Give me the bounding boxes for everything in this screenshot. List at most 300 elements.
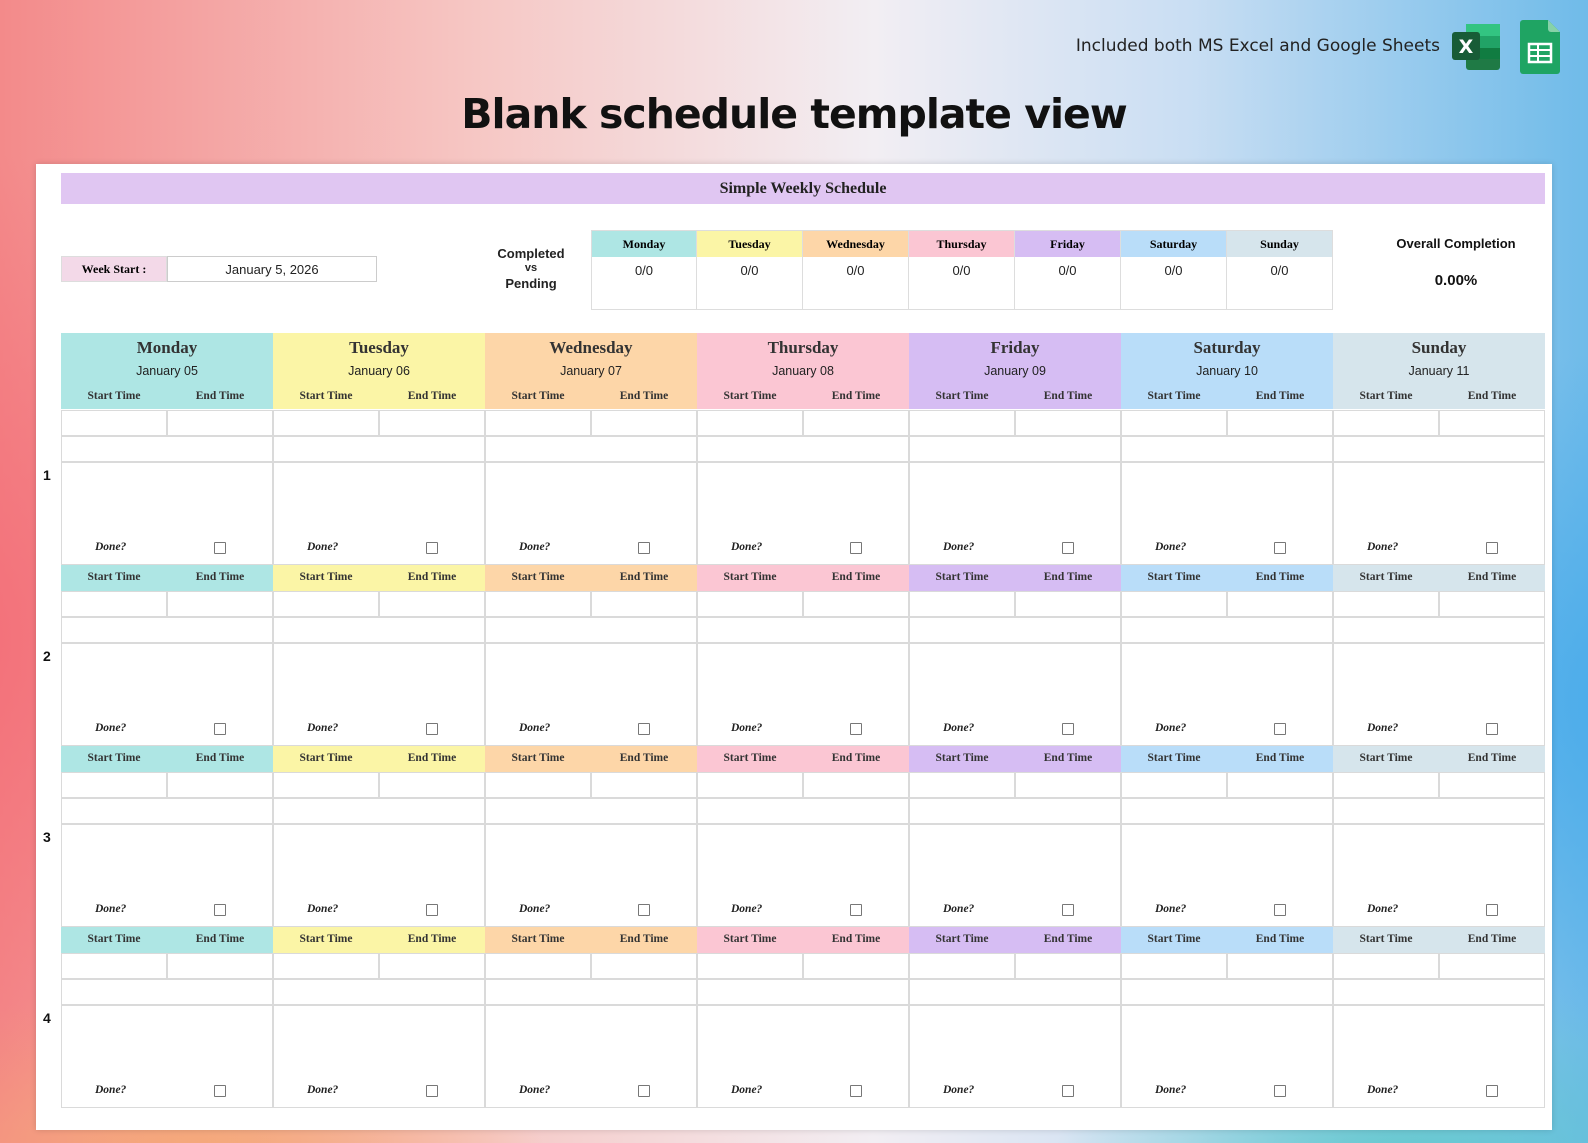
start-time-input[interactable] <box>1333 591 1439 617</box>
start-time-header: Start Time <box>1359 390 1413 402</box>
end-time-input[interactable] <box>379 772 485 798</box>
task-notes-cell[interactable] <box>273 1005 485 1108</box>
summary-col-wednesday <box>803 230 909 310</box>
time-header-row <box>61 565 273 591</box>
done-label: Done? <box>1155 1084 1187 1096</box>
done-checkbox[interactable] <box>850 1085 862 1097</box>
task-notes-cell[interactable] <box>61 1005 273 1108</box>
task-title-cell[interactable] <box>273 798 485 824</box>
time-header-row <box>909 746 1121 772</box>
sheet-title: Simple Weekly Schedule <box>61 173 1545 204</box>
task-notes-cell[interactable] <box>697 462 909 565</box>
time-header-row <box>697 927 909 953</box>
task-title-cell[interactable] <box>273 979 485 1005</box>
end-time-header: End Time <box>1255 390 1305 402</box>
time-header-row <box>485 927 697 953</box>
end-time-input[interactable] <box>1227 591 1333 617</box>
done-label: Done? <box>1367 1084 1399 1096</box>
day-date: January 08 <box>772 364 834 378</box>
task-title-cell[interactable] <box>909 979 1121 1005</box>
day-header-tuesday <box>273 333 485 409</box>
day-date: January 11 <box>1408 364 1470 378</box>
summary-day-value: 0/0 <box>1058 263 1077 278</box>
done-label: Done? <box>519 903 551 915</box>
start-time-header: Start Time <box>935 390 989 402</box>
done-checkbox[interactable] <box>1274 904 1286 916</box>
task-notes-cell[interactable] <box>485 462 697 565</box>
summary-day-value: 0/0 <box>1164 263 1183 278</box>
start-time-header: Start Time <box>1359 571 1413 583</box>
done-label: Done? <box>519 1084 551 1096</box>
end-time-input[interactable] <box>379 591 485 617</box>
done-checkbox[interactable] <box>426 1085 438 1097</box>
end-time-input[interactable] <box>167 772 273 798</box>
end-time-header: End Time <box>407 571 457 583</box>
start-time-header: Start Time <box>87 933 141 945</box>
done-checkbox[interactable] <box>1486 723 1498 735</box>
done-checkbox[interactable] <box>638 542 650 554</box>
start-time-input[interactable] <box>273 953 379 979</box>
time-header-row <box>273 565 485 591</box>
start-time-input[interactable] <box>909 591 1015 617</box>
block-number: 3 <box>43 829 51 845</box>
end-time-input[interactable] <box>803 410 909 436</box>
block-number: 1 <box>43 467 51 483</box>
task-title-cell[interactable] <box>1121 798 1333 824</box>
task-notes-cell[interactable] <box>485 1005 697 1108</box>
end-time-input[interactable] <box>591 772 697 798</box>
summary-day-header: Thursday <box>909 231 1014 257</box>
day-date: January 05 <box>136 364 198 378</box>
start-time-input[interactable] <box>61 410 167 436</box>
task-title-cell[interactable] <box>485 436 697 462</box>
done-label: Done? <box>307 903 339 915</box>
task-notes-cell[interactable] <box>273 643 485 746</box>
done-label: Done? <box>1367 722 1399 734</box>
start-time-header: Start Time <box>1147 571 1201 583</box>
page-title: Blank schedule template view <box>461 90 1127 138</box>
task-notes-cell[interactable] <box>485 643 697 746</box>
included-note: Included both MS Excel and Google Sheets <box>1075 36 1440 56</box>
start-time-input[interactable] <box>485 953 591 979</box>
done-checkbox[interactable] <box>1274 542 1286 554</box>
done-checkbox[interactable] <box>850 542 862 554</box>
day-date: January 06 <box>348 364 410 378</box>
task-notes-cell[interactable] <box>1333 643 1545 746</box>
start-time-header: Start Time <box>935 752 989 764</box>
end-time-header: End Time <box>1467 752 1517 764</box>
start-time-header: Start Time <box>935 571 989 583</box>
done-checkbox[interactable] <box>1486 542 1498 554</box>
end-time-header: End Time <box>1043 752 1093 764</box>
task-notes-cell[interactable] <box>697 1005 909 1108</box>
start-time-header: Start Time <box>87 390 141 402</box>
start-time-input[interactable] <box>273 772 379 798</box>
done-label: Done? <box>1155 722 1187 734</box>
done-checkbox[interactable] <box>638 904 650 916</box>
summary-col-saturday <box>1121 230 1227 310</box>
week-start-input[interactable]: January 5, 2026 <box>167 256 377 282</box>
end-time-header: End Time <box>195 933 245 945</box>
summary-day-value: 0/0 <box>634 263 654 278</box>
day-date: January 09 <box>984 364 1046 378</box>
end-time-input[interactable] <box>1015 953 1121 979</box>
end-time-header: End Time <box>1043 571 1093 583</box>
start-time-header: Start Time <box>299 752 353 764</box>
summary-day-value: 0/0 <box>952 263 971 278</box>
start-time-input[interactable] <box>273 591 379 617</box>
done-checkbox[interactable] <box>426 542 438 554</box>
time-header-row <box>1333 746 1545 772</box>
time-header-row <box>485 746 697 772</box>
end-time-input[interactable] <box>167 591 273 617</box>
task-notes-cell[interactable] <box>1121 643 1333 746</box>
summary-col-monday <box>591 230 697 310</box>
task-title-cell[interactable] <box>1333 979 1545 1005</box>
task-title-cell[interactable] <box>485 979 697 1005</box>
done-checkbox[interactable] <box>214 904 226 916</box>
task-notes-cell[interactable] <box>1333 1005 1545 1108</box>
schedule-sheet <box>36 164 1552 1130</box>
completion-summary <box>591 230 1333 310</box>
task-title-cell[interactable] <box>909 617 1121 643</box>
task-notes-cell[interactable] <box>61 643 273 746</box>
block-number: 4 <box>43 1010 51 1026</box>
done-checkbox[interactable] <box>1062 723 1074 735</box>
end-time-header: End Time <box>831 390 881 402</box>
start-time-input[interactable] <box>697 410 803 436</box>
task-notes-cell[interactable] <box>909 643 1121 746</box>
end-time-input[interactable] <box>379 953 485 979</box>
task-title-cell[interactable] <box>1121 617 1333 643</box>
time-header-row <box>909 927 1121 953</box>
start-time-input[interactable] <box>61 591 167 617</box>
task-title-cell[interactable] <box>697 979 909 1005</box>
done-checkbox[interactable] <box>850 723 862 735</box>
end-time-header: End Time <box>1255 933 1305 945</box>
end-time-input[interactable] <box>803 772 909 798</box>
done-label: Done? <box>731 903 763 915</box>
task-notes-cell[interactable] <box>1333 462 1545 565</box>
task-title-cell[interactable] <box>1333 617 1545 643</box>
time-header-row <box>1121 565 1333 591</box>
end-time-header: End Time <box>195 390 245 402</box>
end-time-input[interactable] <box>591 410 697 436</box>
end-time-header: End Time <box>407 390 457 402</box>
done-checkbox[interactable] <box>1062 1085 1074 1097</box>
start-time-input[interactable] <box>485 772 591 798</box>
start-time-header: Start Time <box>1359 752 1413 764</box>
start-time-input[interactable] <box>273 410 379 436</box>
task-title-cell[interactable] <box>697 436 909 462</box>
time-header-row <box>61 746 273 772</box>
summary-day-header: Saturday <box>1121 231 1226 257</box>
end-time-header: End Time <box>1255 752 1305 764</box>
summary-col-thursday <box>909 230 1015 310</box>
task-title-cell[interactable] <box>909 798 1121 824</box>
start-time-input[interactable] <box>697 772 803 798</box>
done-label: Done? <box>307 722 339 734</box>
task-title-cell[interactable] <box>61 436 273 462</box>
done-checkbox[interactable] <box>1486 904 1498 916</box>
completed-vs-pending-label: Completed vs Pending <box>497 246 565 291</box>
day-name: Sunday <box>1411 338 1467 357</box>
done-label: Done? <box>731 1084 763 1096</box>
summary-day-header: Friday <box>1015 231 1120 257</box>
day-date: January 10 <box>1196 364 1258 378</box>
end-time-input[interactable] <box>1439 591 1545 617</box>
start-time-header: Start Time <box>723 390 777 402</box>
task-title-cell[interactable] <box>697 617 909 643</box>
start-time-input[interactable] <box>697 953 803 979</box>
task-title-cell[interactable] <box>485 617 697 643</box>
task-title-cell[interactable] <box>485 798 697 824</box>
end-time-header: End Time <box>1255 571 1305 583</box>
start-time-header: Start Time <box>723 571 777 583</box>
start-time-header: Start Time <box>1147 752 1201 764</box>
done-label: Done? <box>95 722 127 734</box>
time-header-row <box>485 565 697 591</box>
start-time-input[interactable] <box>61 772 167 798</box>
done-label: Done? <box>731 541 763 553</box>
end-time-header: End Time <box>1467 390 1517 402</box>
overall-completion-value: 0.00% <box>1434 272 1478 289</box>
time-header-row <box>1333 927 1545 953</box>
summary-day-value: 0/0 <box>1270 263 1289 278</box>
done-checkbox[interactable] <box>1274 1085 1286 1097</box>
task-title-cell[interactable] <box>1121 436 1333 462</box>
task-title-cell[interactable] <box>697 798 909 824</box>
start-time-input[interactable] <box>909 410 1015 436</box>
week-start-label: Week Start : <box>61 256 167 282</box>
end-time-header: End Time <box>1043 390 1093 402</box>
day-header-friday <box>909 333 1121 409</box>
task-notes-cell[interactable] <box>273 824 485 927</box>
summary-col-friday <box>1015 230 1121 310</box>
done-checkbox[interactable] <box>1274 723 1286 735</box>
done-label: Done? <box>1367 541 1399 553</box>
day-name: Wednesday <box>549 338 633 357</box>
start-time-header: Start Time <box>1147 390 1201 402</box>
time-header-row <box>1121 746 1333 772</box>
end-time-input[interactable] <box>1015 410 1121 436</box>
time-header-row <box>1333 565 1545 591</box>
summary-day-header: Tuesday <box>697 231 802 257</box>
day-header-saturday <box>1121 333 1333 409</box>
task-notes-cell[interactable] <box>909 824 1121 927</box>
start-time-header: Start Time <box>299 933 353 945</box>
done-checkbox[interactable] <box>426 723 438 735</box>
end-time-header: End Time <box>619 933 669 945</box>
start-time-input[interactable] <box>61 953 167 979</box>
day-header-monday <box>61 333 273 409</box>
start-time-input[interactable] <box>909 953 1015 979</box>
end-time-header: End Time <box>407 933 457 945</box>
start-time-input[interactable] <box>1121 772 1227 798</box>
task-title-cell[interactable] <box>273 617 485 643</box>
time-header-row <box>273 927 485 953</box>
end-time-input[interactable] <box>1015 772 1121 798</box>
done-checkbox[interactable] <box>214 1085 226 1097</box>
time-header-row <box>697 565 909 591</box>
start-time-header: Start Time <box>723 933 777 945</box>
end-time-header: End Time <box>831 571 881 583</box>
excel-icon <box>1452 22 1502 72</box>
start-time-header: Start Time <box>1147 933 1201 945</box>
end-time-input[interactable] <box>1227 953 1333 979</box>
task-notes-cell[interactable] <box>697 824 909 927</box>
done-label: Done? <box>943 722 975 734</box>
task-title-cell[interactable] <box>61 617 273 643</box>
end-time-input[interactable] <box>1439 953 1545 979</box>
done-label: Done? <box>95 541 127 553</box>
task-notes-cell[interactable] <box>485 824 697 927</box>
time-header-row <box>909 565 1121 591</box>
done-checkbox[interactable] <box>426 904 438 916</box>
task-notes-cell[interactable] <box>1121 1005 1333 1108</box>
start-time-input[interactable] <box>1333 953 1439 979</box>
summary-col-tuesday <box>697 230 803 310</box>
done-checkbox[interactable] <box>1062 904 1074 916</box>
overall-completion-label: Overall Completion <box>1396 236 1516 251</box>
start-time-header: Start Time <box>511 933 565 945</box>
summary-day-value: 0/0 <box>846 263 865 278</box>
start-time-header: Start Time <box>87 752 141 764</box>
done-label: Done? <box>307 1084 339 1096</box>
task-notes-cell[interactable] <box>61 824 273 927</box>
start-time-input[interactable] <box>1333 410 1439 436</box>
task-title-cell[interactable] <box>1121 979 1333 1005</box>
summary-day-value: 0/0 <box>740 263 759 278</box>
task-notes-cell[interactable] <box>1333 824 1545 927</box>
task-notes-cell[interactable] <box>61 462 273 565</box>
task-title-cell[interactable] <box>909 436 1121 462</box>
task-notes-cell[interactable] <box>273 462 485 565</box>
end-time-header: End Time <box>195 752 245 764</box>
day-name: Thursday <box>767 338 839 357</box>
done-checkbox[interactable] <box>214 542 226 554</box>
end-time-input[interactable] <box>167 410 273 436</box>
end-time-header: End Time <box>619 390 669 402</box>
end-time-header: End Time <box>1043 933 1093 945</box>
done-label: Done? <box>519 722 551 734</box>
start-time-input[interactable] <box>697 591 803 617</box>
task-notes-cell[interactable] <box>697 643 909 746</box>
done-checkbox[interactable] <box>214 723 226 735</box>
end-time-header: End Time <box>831 752 881 764</box>
start-time-header: Start Time <box>511 390 565 402</box>
end-time-input[interactable] <box>1227 410 1333 436</box>
start-time-header: Start Time <box>723 752 777 764</box>
done-label: Done? <box>1155 541 1187 553</box>
task-notes-cell[interactable] <box>909 462 1121 565</box>
end-time-input[interactable] <box>1227 772 1333 798</box>
start-time-input[interactable] <box>1121 953 1227 979</box>
day-header-wednesday <box>485 333 697 409</box>
summary-day-header: Wednesday <box>803 231 908 257</box>
done-label: Done? <box>519 541 551 553</box>
time-header-row <box>61 927 273 953</box>
start-time-input[interactable] <box>485 410 591 436</box>
day-name: Saturday <box>1193 338 1261 357</box>
end-time-input[interactable] <box>167 953 273 979</box>
start-time-input[interactable] <box>1333 772 1439 798</box>
end-time-input[interactable] <box>1439 410 1545 436</box>
end-time-input[interactable] <box>591 953 697 979</box>
done-checkbox[interactable] <box>850 904 862 916</box>
end-time-input[interactable] <box>591 591 697 617</box>
done-label: Done? <box>731 722 763 734</box>
task-title-cell[interactable] <box>1333 436 1545 462</box>
end-time-header: End Time <box>1467 933 1517 945</box>
end-time-input[interactable] <box>1439 772 1545 798</box>
start-time-header: Start Time <box>299 571 353 583</box>
time-header-row <box>697 746 909 772</box>
start-time-input[interactable] <box>1121 410 1227 436</box>
done-checkbox[interactable] <box>1486 1085 1498 1097</box>
start-time-header: Start Time <box>511 571 565 583</box>
start-time-input[interactable] <box>1121 591 1227 617</box>
done-label: Done? <box>1367 903 1399 915</box>
done-label: Done? <box>943 541 975 553</box>
end-time-input[interactable] <box>803 591 909 617</box>
start-time-header: Start Time <box>87 571 141 583</box>
end-time-header: End Time <box>1467 571 1517 583</box>
task-title-cell[interactable] <box>61 979 273 1005</box>
summary-day-header: Monday <box>592 231 696 257</box>
google-sheets-icon <box>1520 20 1560 74</box>
start-time-input[interactable] <box>909 772 1015 798</box>
done-label: Done? <box>95 903 127 915</box>
end-time-header: End Time <box>619 571 669 583</box>
task-notes-cell[interactable] <box>1121 462 1333 565</box>
task-title-cell[interactable] <box>1333 798 1545 824</box>
start-time-header: Start Time <box>935 933 989 945</box>
end-time-header: End Time <box>407 752 457 764</box>
end-time-header: End Time <box>831 933 881 945</box>
done-checkbox[interactable] <box>1062 542 1074 554</box>
block-number: 2 <box>43 648 51 664</box>
day-name: Friday <box>990 338 1040 357</box>
start-time-header: Start Time <box>299 390 353 402</box>
end-time-input[interactable] <box>803 953 909 979</box>
task-notes-cell[interactable] <box>909 1005 1121 1108</box>
day-header-sunday <box>1333 333 1545 409</box>
end-time-input[interactable] <box>1015 591 1121 617</box>
summary-col-sunday <box>1227 230 1333 310</box>
done-label: Done? <box>1155 903 1187 915</box>
day-date: January 07 <box>560 364 622 378</box>
end-time-header: End Time <box>619 752 669 764</box>
start-time-header: Start Time <box>511 752 565 764</box>
start-time-header: Start Time <box>1359 933 1413 945</box>
task-title-cell[interactable] <box>61 798 273 824</box>
time-header-row <box>1121 927 1333 953</box>
task-notes-cell[interactable] <box>1121 824 1333 927</box>
end-time-input[interactable] <box>379 410 485 436</box>
day-name: Monday <box>136 338 198 357</box>
done-label: Done? <box>943 1084 975 1096</box>
done-label: Done? <box>95 1084 127 1096</box>
start-time-input[interactable] <box>485 591 591 617</box>
task-title-cell[interactable] <box>273 436 485 462</box>
done-label: Done? <box>943 903 975 915</box>
end-time-header: End Time <box>195 571 245 583</box>
done-checkbox[interactable] <box>638 1085 650 1097</box>
done-checkbox[interactable] <box>638 723 650 735</box>
day-name: Tuesday <box>349 338 409 357</box>
done-label: Done? <box>307 541 339 553</box>
